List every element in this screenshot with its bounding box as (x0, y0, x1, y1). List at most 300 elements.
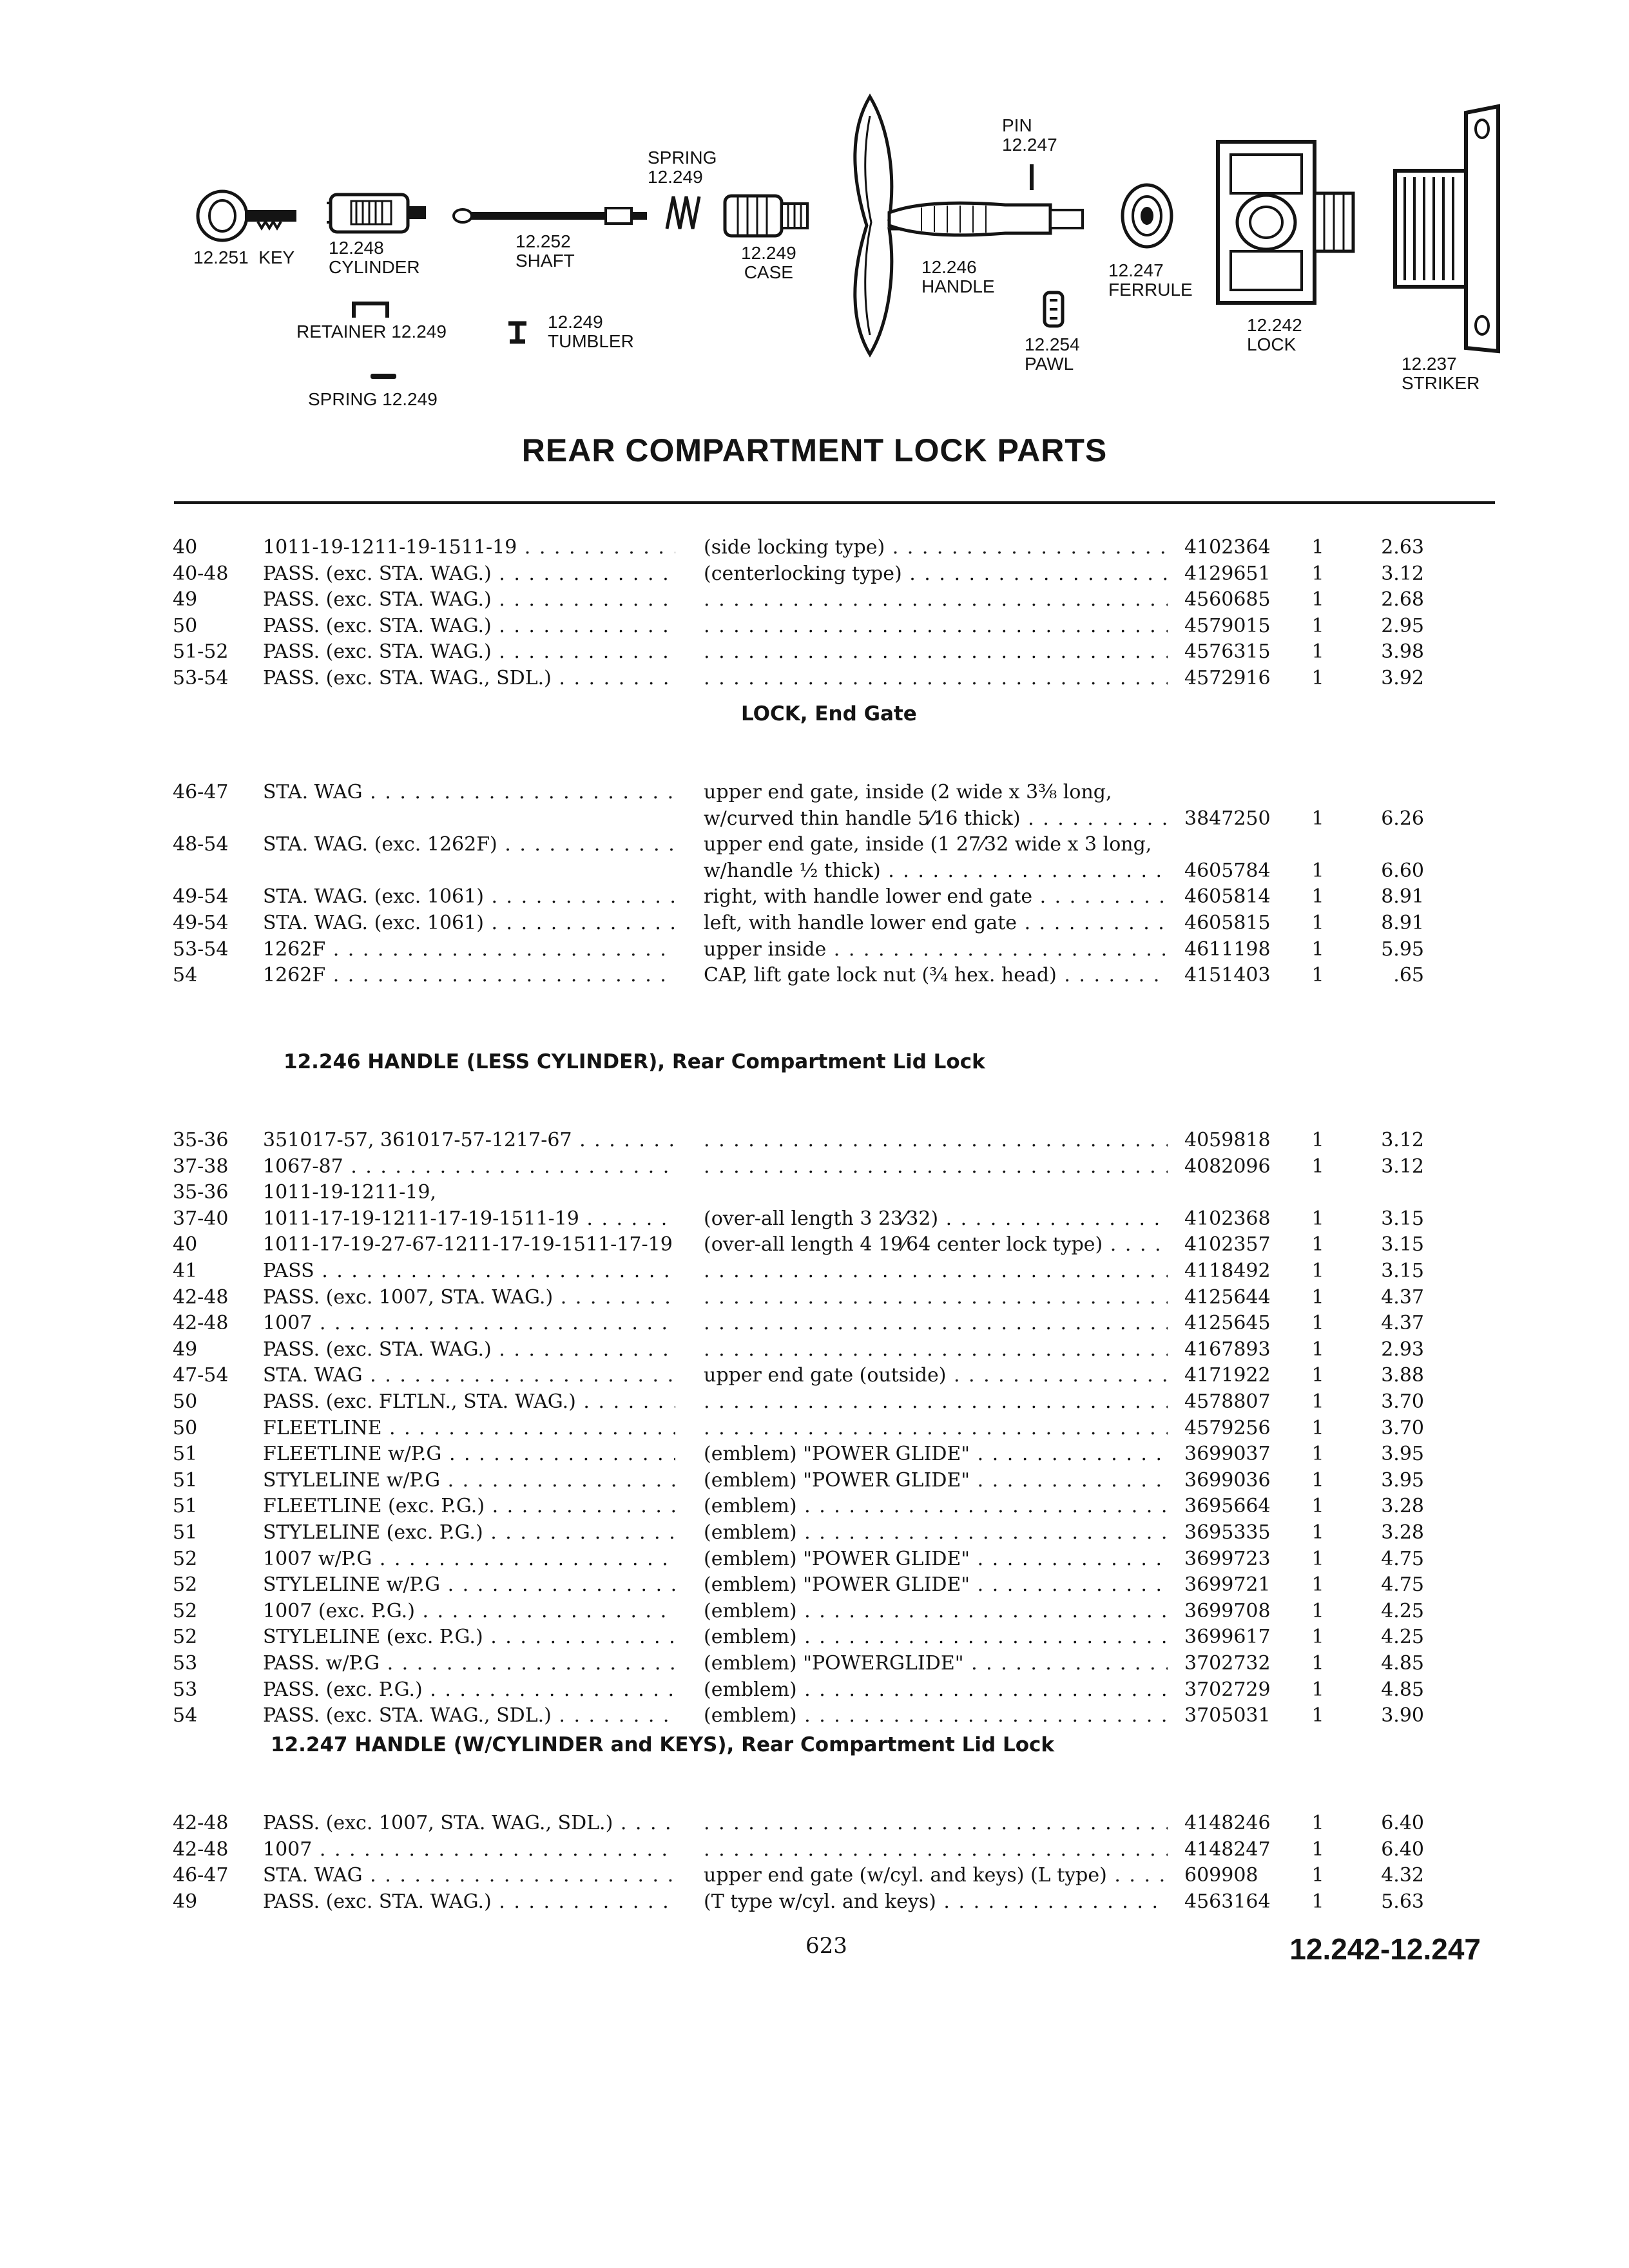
price-cell: 3.98 (1381, 640, 1424, 664)
model-text: PASS. (exc. 1007, STA. WAG.) (263, 1285, 554, 1309)
model-cell (263, 1416, 675, 1441)
part-number-cell: 4611198 (1184, 937, 1271, 961)
description-text: (emblem) (704, 1704, 797, 1727)
case-drawing (718, 187, 815, 245)
price-cell: 2.68 (1381, 588, 1424, 611)
description-cell (704, 1206, 1168, 1232)
model-text: FLEETLINE w/P.G (263, 1443, 442, 1466)
model-text: 1067-87 (263, 1155, 343, 1178)
retainer-drawing (351, 300, 390, 319)
description-text: (emblem) "POWER GLIDE" (704, 1547, 970, 1570)
year-cell: 51 (173, 1521, 198, 1544)
model-text: PASS. (exc. P.G.) (263, 1678, 423, 1701)
quantity-cell: 1 (1311, 885, 1324, 908)
model-text: PASS. (exc. STA. WAG.) (263, 562, 492, 585)
part-number-cell: 4572916 (1184, 667, 1271, 689)
quantity-cell: 1 (1311, 1468, 1324, 1492)
price-cell: 3.15 (1381, 1207, 1424, 1230)
model-text: 1262F (263, 964, 326, 987)
model-text: STYLELINE w/P.G (263, 1468, 441, 1492)
quantity-cell: 1 (1311, 1812, 1324, 1834)
shaft-drawing (451, 203, 651, 229)
table-row (0, 1232, 1629, 1258)
description-cell (704, 1154, 1168, 1180)
description-cell (704, 561, 1168, 587)
year-cell: 52 (173, 1626, 198, 1649)
price-cell: 5.95 (1381, 937, 1424, 961)
part-number-cell: 4578807 (1184, 1390, 1271, 1413)
description-cell (704, 1677, 1168, 1703)
model-cell (263, 1837, 675, 1863)
description-text: (emblem) (704, 1626, 797, 1649)
model-text: STYLELINE (exc. P.G.) (263, 1626, 483, 1649)
quantity-cell: 1 (1311, 859, 1324, 882)
table-row (0, 1154, 1629, 1180)
year-cell: 46-47 (173, 781, 229, 803)
description-text: upper end gate, inside (1 27⁄32 wide x 3 long, (704, 833, 1152, 856)
model-text: STA. WAG. (exc. 1262F) (263, 833, 497, 856)
year-cell: 51 (173, 1468, 198, 1492)
description-cell (704, 910, 1168, 936)
description-cell (704, 1258, 1168, 1284)
table-row (0, 806, 1629, 832)
price-cell: 4.85 (1381, 1678, 1424, 1701)
year-cell: 42-48 (173, 1812, 229, 1834)
cylinder-label: 12.248 CYLINDER (329, 238, 420, 277)
part-number-cell: 4129651 (1184, 562, 1271, 585)
model-cell (263, 1863, 675, 1888)
description-cell (704, 1416, 1168, 1441)
table-row (0, 910, 1629, 936)
description-text: right, with handle lower end gate (704, 885, 1033, 908)
table-row (0, 666, 1629, 691)
description-text: (emblem) (704, 1521, 797, 1544)
model-text: FLEETLINE (263, 1416, 382, 1439)
year-cell: 48-54 (173, 833, 229, 856)
model-text: 1007 (263, 1312, 313, 1335)
spring-bottom-label: SPRING 12.249 (308, 389, 438, 409)
model-text: STA. WAG. (exc. 1061) (263, 912, 484, 934)
quantity-cell: 1 (1311, 912, 1324, 934)
part-number-cell: 4102357 (1184, 1233, 1271, 1256)
table-row (0, 1441, 1629, 1467)
quantity-cell: 1 (1311, 1416, 1324, 1439)
quantity-cell: 1 (1311, 1338, 1324, 1361)
year-cell: 49 (173, 1338, 198, 1361)
pawl-label: 12.254 PAWL (1025, 334, 1080, 374)
year-cell: 54 (173, 1704, 198, 1727)
quantity-cell: 1 (1311, 1129, 1324, 1151)
price-cell: 3.15 (1381, 1260, 1424, 1282)
description-cell (704, 1311, 1168, 1336)
price-cell: 3.95 (1381, 1443, 1424, 1466)
case-label: 12.249 CASE (741, 243, 796, 282)
description-cell (704, 1389, 1168, 1415)
model-text: STA. WAG (263, 1864, 363, 1887)
model-cell (263, 1363, 675, 1389)
model-text: 1007 (263, 1838, 313, 1861)
description-text: (over-all length 3 23⁄32) (704, 1207, 939, 1230)
part-number-cell: 4118492 (1184, 1260, 1271, 1282)
quantity-cell: 1 (1311, 1599, 1324, 1622)
price-cell: 2.95 (1381, 614, 1424, 637)
part-number-cell: 4102364 (1184, 536, 1271, 559)
quantity-cell: 1 (1311, 1155, 1324, 1178)
table-row (0, 832, 1629, 858)
table-row (0, 1363, 1629, 1389)
year-cell: 50 (173, 1390, 198, 1413)
quantity-cell: 1 (1311, 1521, 1324, 1544)
quantity-cell: 1 (1311, 588, 1324, 611)
table-row (0, 937, 1629, 963)
year-cell: 42-48 (173, 1838, 229, 1861)
quantity-cell: 1 (1311, 1573, 1324, 1597)
model-cell (263, 1624, 675, 1650)
part-number-cell: 4579256 (1184, 1416, 1271, 1439)
description-text: upper end gate, inside (2 wide x 3⅜ long, (704, 781, 1112, 803)
description-cell (704, 1572, 1168, 1598)
description-text: (emblem) "POWER GLIDE" (704, 1573, 970, 1597)
description-text: (emblem) "POWERGLIDE" (704, 1652, 964, 1675)
pin-label: PIN 12.247 (1002, 115, 1057, 155)
model-cell (263, 1677, 675, 1703)
price-cell: 6.26 (1381, 807, 1424, 830)
table-row (0, 1863, 1629, 1888)
description-text: w/handle ½ thick) (704, 859, 881, 882)
description-cell (704, 1889, 1168, 1915)
price-cell: 4.37 (1381, 1285, 1424, 1309)
year-cell: 50 (173, 614, 198, 637)
table-row (0, 1285, 1629, 1311)
model-text: PASS. (exc. 1007, STA. WAG., SDL.) (263, 1812, 613, 1834)
year-cell: 49 (173, 588, 198, 611)
description-cell (704, 1128, 1168, 1153)
model-cell (263, 1546, 675, 1572)
table-row (0, 1703, 1629, 1729)
model-cell (263, 1232, 675, 1258)
table-row (0, 1337, 1629, 1363)
part-number-cell: 3705031 (1184, 1704, 1271, 1727)
year-cell: 49-54 (173, 912, 229, 934)
year-cell: 54 (173, 964, 198, 987)
model-cell (263, 1520, 675, 1546)
description-text: (emblem) (704, 1495, 797, 1518)
model-cell (263, 1468, 675, 1494)
price-cell: 4.25 (1381, 1599, 1424, 1622)
lock-label: 12.242 LOCK (1247, 315, 1302, 354)
model-text: PASS (263, 1260, 314, 1282)
part-number-cell: 3699617 (1184, 1626, 1271, 1649)
price-cell: 8.91 (1381, 885, 1424, 908)
model-text: PASS. (exc. STA. WAG., SDL.) (263, 1704, 552, 1727)
description-cell (704, 884, 1168, 910)
model-cell (263, 1651, 675, 1677)
price-cell: 3.88 (1381, 1364, 1424, 1387)
price-cell: 3.12 (1381, 1155, 1424, 1178)
model-text: STA. WAG (263, 781, 363, 803)
part-number-cell: 4059818 (1184, 1129, 1271, 1151)
pin-drawing (1028, 164, 1036, 190)
shaft-label: 12.252 SHAFT (516, 231, 575, 271)
part-number-cell: 4167893 (1184, 1338, 1271, 1361)
description-text: upper end gate (w/cyl. and keys) (L type) (704, 1864, 1107, 1887)
tumbler-drawing (506, 321, 529, 344)
description-cell (704, 1363, 1168, 1389)
model-cell (263, 613, 675, 639)
table-row (0, 1624, 1629, 1650)
year-cell: 37-38 (173, 1155, 229, 1178)
quantity-cell: 1 (1311, 1652, 1324, 1675)
table-row (0, 1837, 1629, 1863)
model-text: 1007 w/P.G (263, 1547, 372, 1570)
part-number-cell: 4125645 (1184, 1312, 1271, 1335)
model-text: PASS. (exc. STA. WAG.) (263, 640, 492, 664)
model-cell (263, 1441, 675, 1467)
description-cell (704, 1520, 1168, 1546)
quantity-cell: 1 (1311, 1678, 1324, 1701)
year-cell: 40 (173, 1233, 198, 1256)
table-row (0, 1311, 1629, 1336)
part-number-cell: 4576315 (1184, 640, 1271, 664)
description-cell (704, 1468, 1168, 1494)
year-cell: 51 (173, 1495, 198, 1518)
table-row (0, 1416, 1629, 1441)
price-cell: 3.70 (1381, 1390, 1424, 1413)
title-rule (174, 501, 1495, 504)
part-number-cell: 4102368 (1184, 1207, 1271, 1230)
description-cell (704, 963, 1168, 988)
part-number-cell: 3699036 (1184, 1468, 1271, 1492)
model-text: FLEETLINE (exc. P.G.) (263, 1495, 485, 1518)
description-text: (T type w/cyl. and keys) (704, 1890, 936, 1913)
year-cell: 53-54 (173, 667, 229, 689)
model-cell (263, 1128, 675, 1153)
year-cell: 52 (173, 1547, 198, 1570)
quantity-cell: 1 (1311, 1312, 1324, 1335)
model-text: PASS. (exc. STA. WAG.) (263, 1338, 492, 1361)
table-row (0, 1180, 1629, 1206)
quantity-cell: 1 (1311, 807, 1324, 830)
description-cell (704, 858, 1168, 884)
year-cell: 52 (173, 1573, 198, 1597)
retainer-label: RETAINER 12.249 (296, 322, 447, 341)
table-row (0, 1258, 1629, 1284)
part-number-cell: 3702732 (1184, 1652, 1271, 1675)
section-heading: 12.246 HANDLE (LESS CYLINDER), Rear Compartment Lid Lock (284, 1050, 985, 1073)
quantity-cell: 1 (1311, 1704, 1324, 1727)
section-heading: 12.247 HANDLE (W/CYLINDER and KEYS), Rear Compartment Lid Lock (271, 1733, 1054, 1756)
model-cell (263, 639, 675, 665)
table-row (0, 1889, 1629, 1915)
description-text: (emblem) (704, 1599, 797, 1622)
price-cell: 4.37 (1381, 1312, 1424, 1335)
section-heading: LOCK, End Gate (741, 702, 917, 726)
description-cell (704, 1837, 1168, 1863)
part-number-cell: 3847250 (1184, 807, 1271, 830)
quantity-cell: 1 (1311, 1233, 1324, 1256)
model-text: 1262F (263, 937, 326, 961)
model-cell (263, 1180, 675, 1206)
model-text: STYLELINE w/P.G (263, 1573, 441, 1597)
part-number-cell: 3699037 (1184, 1443, 1271, 1466)
description-cell (704, 613, 1168, 639)
year-cell: 52 (173, 1599, 198, 1622)
key-label: 12.251 KEY (193, 247, 295, 267)
model-cell (263, 1703, 675, 1729)
model-cell (263, 1572, 675, 1598)
price-cell: 3.15 (1381, 1233, 1424, 1256)
quantity-cell: 1 (1311, 1443, 1324, 1466)
part-number-cell: 4563164 (1184, 1890, 1271, 1913)
table-row (0, 1389, 1629, 1415)
model-text: STYLELINE (exc. P.G.) (263, 1521, 483, 1544)
table-row (0, 963, 1629, 988)
price-cell: 6.40 (1381, 1812, 1424, 1834)
part-number-cell: 4605814 (1184, 885, 1271, 908)
model-cell (263, 910, 675, 936)
table-row (0, 561, 1629, 587)
model-text: PASS. (exc. STA. WAG.) (263, 614, 492, 637)
striker-label: 12.237 STRIKER (1402, 354, 1480, 393)
ferrule-label: 12.247 FERRULE (1108, 260, 1193, 300)
price-cell: 3.70 (1381, 1416, 1424, 1439)
year-cell: 42-48 (173, 1285, 229, 1309)
part-number-cell: 4605784 (1184, 859, 1271, 882)
description-cell (704, 937, 1168, 963)
description-text: (emblem) "POWER GLIDE" (704, 1443, 970, 1466)
model-cell (263, 1311, 675, 1336)
model-text: PASS. (exc. STA. WAG., SDL.) (263, 667, 552, 689)
description-cell (704, 666, 1168, 691)
price-cell: 3.12 (1381, 1129, 1424, 1151)
model-text: PASS. (exc. STA. WAG.) (263, 1890, 492, 1913)
quantity-cell: 1 (1311, 640, 1324, 664)
price-cell: 6.60 (1381, 859, 1424, 882)
quantity-cell: 1 (1311, 1838, 1324, 1861)
description-cell (704, 1863, 1168, 1888)
part-number-cell: 4125644 (1184, 1285, 1271, 1309)
description-text: CAP, lift gate lock nut (¾ hex. head) (704, 964, 1057, 987)
model-cell (263, 561, 675, 587)
quantity-cell: 1 (1311, 964, 1324, 987)
handle-label: 12.246 HANDLE (921, 257, 995, 296)
table-row (0, 780, 1629, 805)
description-cell (704, 1337, 1168, 1363)
model-text: 1011-17-19-1211-17-19-1511-19 (263, 1207, 579, 1230)
description-cell (704, 1441, 1168, 1467)
quantity-cell: 1 (1311, 562, 1324, 585)
price-cell: 4.75 (1381, 1547, 1424, 1570)
model-cell (263, 1258, 675, 1284)
description-cell (704, 806, 1168, 832)
table-row (0, 1520, 1629, 1546)
spring-small-drawing (371, 372, 396, 380)
description-text: (over-all length 4 19⁄64 center lock type) (704, 1233, 1103, 1256)
table-row (0, 587, 1629, 613)
table-row (0, 1128, 1629, 1153)
quantity-cell: 1 (1311, 1547, 1324, 1570)
striker-drawing (1389, 100, 1505, 358)
table-row (0, 1651, 1629, 1677)
table-row (0, 1677, 1629, 1703)
description-text: left, with handle lower end gate (704, 912, 1017, 934)
table-row (0, 1546, 1629, 1572)
price-cell: .65 (1393, 964, 1424, 987)
year-cell: 41 (173, 1260, 198, 1282)
table-row (0, 1811, 1629, 1836)
table-row (0, 884, 1629, 910)
model-cell (263, 832, 675, 858)
quantity-cell: 1 (1311, 1390, 1324, 1413)
page-number: 623 (805, 1933, 847, 1959)
description-text: (centerlocking type) (704, 562, 902, 585)
model-text: 1011-19-1211-19-1511-19 (263, 536, 517, 559)
spring-drawing (664, 193, 702, 232)
year-cell: 46-47 (173, 1864, 229, 1887)
part-number-cell: 4148247 (1184, 1838, 1271, 1861)
model-cell (263, 1206, 675, 1232)
description-text: (side locking type) (704, 536, 885, 559)
price-cell: 3.92 (1381, 667, 1424, 689)
year-cell: 49-54 (173, 885, 229, 908)
description-cell (704, 639, 1168, 665)
table-row (0, 1468, 1629, 1494)
description-cell (704, 780, 1168, 805)
part-number-cell: 4151403 (1184, 964, 1271, 987)
page-title: REAR COMPARTMENT LOCK PARTS (521, 432, 1108, 468)
table-row (0, 1572, 1629, 1598)
description-text: w/curved thin handle 5⁄16 thick) (704, 807, 1021, 830)
part-number-cell: 3699708 (1184, 1599, 1271, 1622)
description-cell (704, 832, 1168, 858)
description-cell (704, 1651, 1168, 1677)
description-text: (emblem) "POWER GLIDE" (704, 1468, 970, 1492)
model-text: STA. WAG. (exc. 1061) (263, 885, 484, 908)
model-cell (263, 535, 675, 561)
model-text: 1011-17-19-27-67-1211-17-19-1511-17-19 (263, 1233, 673, 1256)
part-number-cell: 4082096 (1184, 1155, 1271, 1178)
quantity-cell: 1 (1311, 1260, 1324, 1282)
quantity-cell: 1 (1311, 1495, 1324, 1518)
year-cell: 51-52 (173, 640, 229, 664)
spring-top-label: SPRING 12.249 (648, 148, 717, 187)
key-drawing (193, 187, 303, 245)
part-number-cell: 4148246 (1184, 1812, 1271, 1834)
quantity-cell: 1 (1311, 614, 1324, 637)
table-row (0, 639, 1629, 665)
year-cell: 53 (173, 1678, 198, 1701)
year-cell: 35-36 (173, 1181, 229, 1204)
model-cell (263, 1389, 675, 1415)
description-cell (704, 1811, 1168, 1836)
model-cell (263, 884, 675, 910)
model-cell (263, 963, 675, 988)
ferrule-drawing (1118, 180, 1176, 251)
year-cell: 49 (173, 1890, 198, 1913)
cylinder-drawing (325, 187, 429, 238)
model-cell (263, 1599, 675, 1624)
year-cell: 50 (173, 1416, 198, 1439)
price-cell: 2.93 (1381, 1338, 1424, 1361)
description-cell (704, 1599, 1168, 1624)
lock-drawing (1211, 135, 1360, 309)
price-cell: 6.40 (1381, 1838, 1424, 1861)
part-number-cell: 3702729 (1184, 1678, 1271, 1701)
year-cell: 47-54 (173, 1364, 229, 1387)
quantity-cell: 1 (1311, 1890, 1324, 1913)
model-cell (263, 666, 675, 691)
price-cell: 2.63 (1381, 536, 1424, 559)
